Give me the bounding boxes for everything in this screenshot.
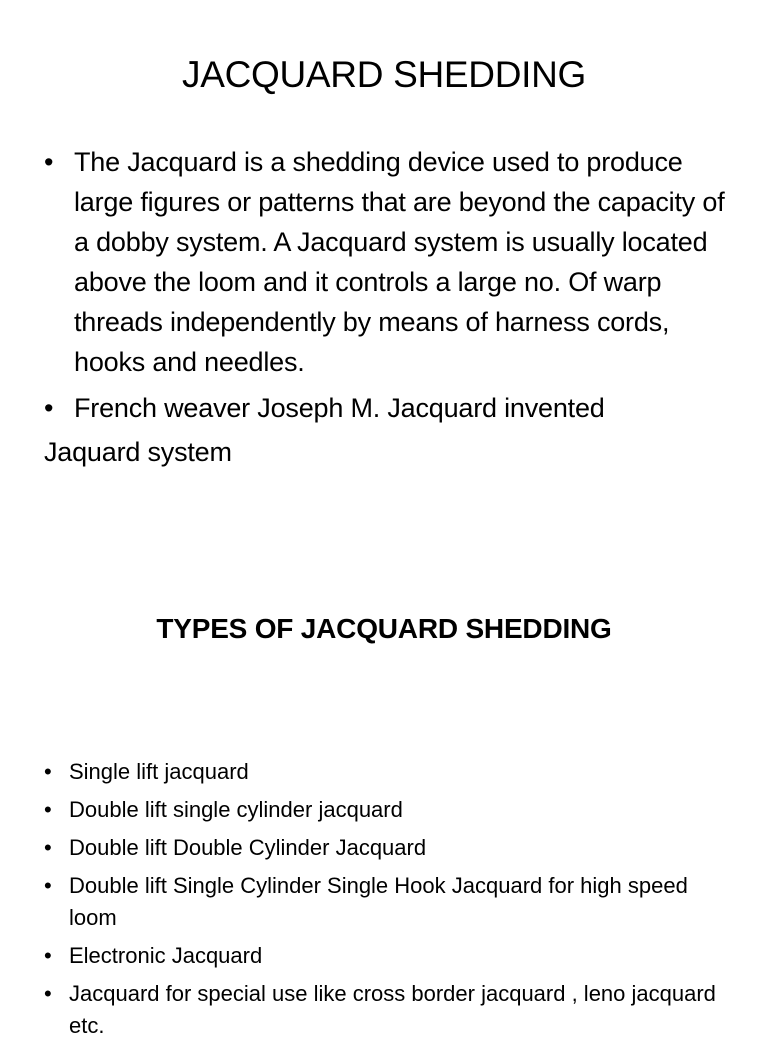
types-list-item: • Double lift single cylinder jacquard bbox=[44, 794, 734, 826]
types-list-item: • Electronic Jacquard bbox=[44, 940, 734, 972]
types-list bbox=[44, 756, 734, 1048]
types-list-item: • Jacquard for special use like cross border jacquard , leno jacquard etc. bbox=[44, 978, 734, 1042]
types-list-item: • Double lift Single Cylinder Single Hook Jacquard for high speed loom bbox=[44, 870, 734, 934]
types-list-item: • Single lift jacquard bbox=[44, 756, 734, 788]
intro-bullet: • French weaver Joseph M. Jacquard invented bbox=[44, 388, 744, 428]
intro-bullet: • The Jacquard is a shedding device used to produce large figures or patterns that are beyond the capacity of a dobby system. A Jacquard system is usually located above the loom and it controls a large no. Of warp threads independently by means of harness cords, hooks and needles. bbox=[44, 142, 744, 382]
types-list-item: • Double lift Double Cylinder Jacquard bbox=[44, 832, 734, 864]
intro-section bbox=[44, 142, 744, 472]
page-title: JACQUARD SHEDDING bbox=[182, 54, 586, 95]
intro-trailing-text: Jaquard system bbox=[44, 437, 232, 467]
types-heading: TYPES OF JACQUARD SHEDDING bbox=[156, 613, 612, 644]
